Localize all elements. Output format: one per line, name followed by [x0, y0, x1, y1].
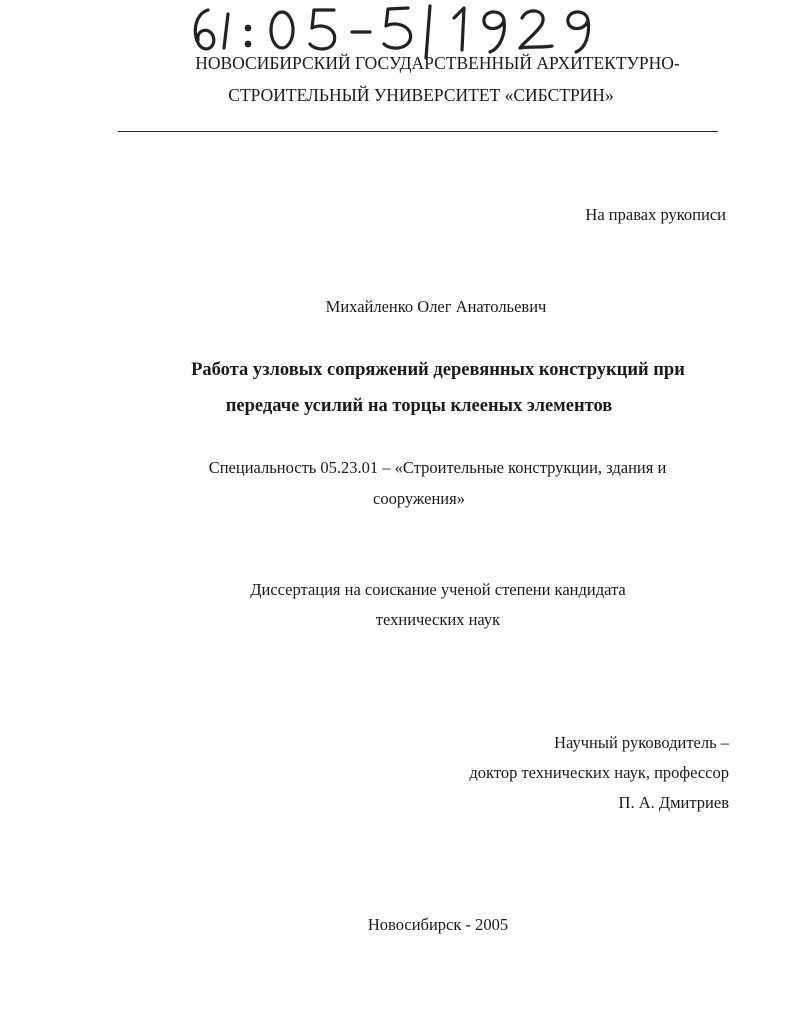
author-name: Михайленко Олег Анатольевич: [325, 297, 547, 316]
supervisor-degree: доктор технических наук, профессор: [469, 763, 729, 782]
dissertation-title-line-1: Работа узловых сопряжений деревянных конструкций при: [191, 360, 685, 380]
dissertation-title-line-2: передаче усилий на торцы клееных элементов: [225, 396, 613, 416]
specialty-line-2: сооружения»: [373, 489, 465, 508]
supervisor-name: П. А. Дмитриев: [618, 793, 729, 812]
degree-line-2: технических наук: [375, 610, 501, 629]
university-name-line-1: НОВОСИБИРСКИЙ ГОСУДАРСТВЕННЫЙ АРХИТЕКТУРНО-: [195, 53, 680, 73]
specialty-line-1: Специальность 05.23.01 – «Строительные конструкции, здания и: [208, 458, 667, 477]
handwritten-number-drawing: [186, 2, 616, 60]
supervisor-label: Научный руководитель –: [554, 733, 729, 752]
place-and-year: Новосибирск - 2005: [367, 915, 509, 934]
header-divider: [118, 131, 718, 132]
university-name-line-2: СТРОИТЕЛЬНЫЙ УНИВЕРСИТЕТ «СИБСТРИН»: [228, 85, 614, 105]
handwritten-archive-number: [186, 2, 616, 60]
degree-line-1: Диссертация на соискание ученой степени кандидата: [250, 580, 626, 599]
manuscript-rights-note: На правах рукописи: [585, 205, 726, 224]
